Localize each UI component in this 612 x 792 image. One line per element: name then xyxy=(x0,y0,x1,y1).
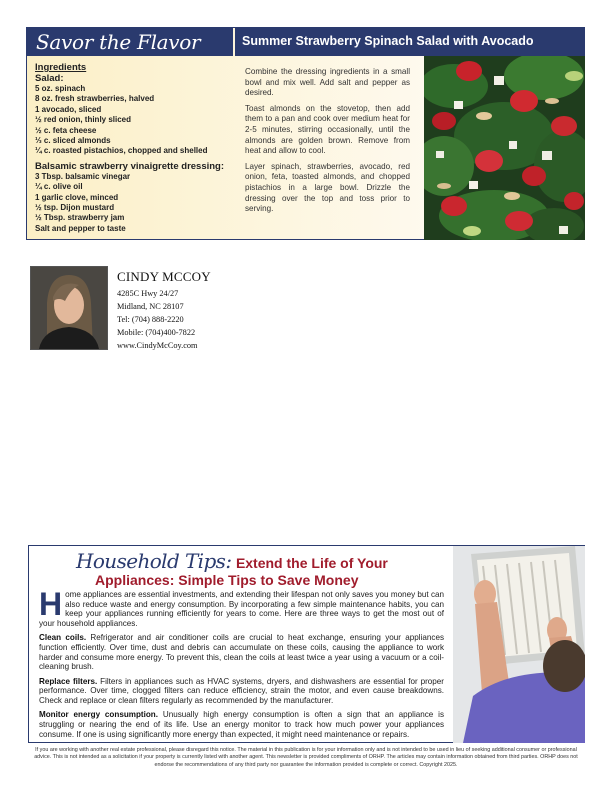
agent-contact xyxy=(117,269,211,352)
ingredient-item: ½ Tbsp. strawberry jam xyxy=(35,213,125,223)
ingredients-heading: Ingredients xyxy=(35,62,87,73)
ingredient-item: Salt and pepper to taste xyxy=(35,223,126,233)
agent-phone: Tel: (704) 888-2220 xyxy=(117,315,184,324)
drop-cap: H xyxy=(39,586,63,622)
recipe-section-header xyxy=(27,28,233,56)
ingredient-item: 1 avocado, sliced xyxy=(35,104,102,114)
tips-intro xyxy=(39,586,444,629)
tip-item xyxy=(39,633,444,672)
ingredient-item: ½ tsp. Dijon mustard xyxy=(35,203,115,213)
agent-mobile: Mobile: (704)400-7822 xyxy=(117,328,196,337)
ingredient-item: ½ c. feta cheese xyxy=(35,125,97,135)
ingredients-list xyxy=(35,62,235,234)
agent-address-line-2: Midland, NC 28107 xyxy=(117,302,184,311)
agent-address-line-1: 4285C Hwy 24/27 xyxy=(117,289,179,298)
tips-title-line-1: Extend the Life of Your xyxy=(235,555,388,571)
recipe-section xyxy=(26,27,585,240)
direction-step: Layer spinach, strawberries, avocado, red onion, feta, toasted almonds, and chopped pistachios in a large bowl. Drizzle the dressing over the top and toss prior to serving. xyxy=(245,161,410,214)
agent-photo xyxy=(30,266,108,350)
tips-title-script: Household Tips: xyxy=(76,549,232,573)
household-tips-section xyxy=(28,545,585,743)
recipe-directions xyxy=(245,67,410,220)
tip-item xyxy=(39,677,444,706)
tips-intro-text: ome appliances are essential investments, and extending their lifespan not only saves you money but can also reduce waste and energy consumption. By incorporating a few simple maintenance habits, you can keep your appliances running efficiently for years to come. Here are three ways to get the most out of your household appliances. xyxy=(39,590,444,629)
ingredient-item: ¼ c. olive oil xyxy=(35,182,83,192)
ingredient-item: ½ red onion, thinly sliced xyxy=(35,115,132,125)
tip-text: Refrigerator and air conditioner coils are crucial to heat exchange, ensuring your appliances function efficiently. Over time, dust and debris can accumulate on these coils, causing the appliance to work harder and consume more energy. To prevent this, clean the coils at least twice a year using a vacuum or a coil-cleaning brush. xyxy=(39,633,444,672)
ingredient-item: 1 garlic clove, minced xyxy=(35,192,119,202)
ingredient-item: 3 Tbsp. balsamic vinegar xyxy=(35,171,131,181)
agent-name: CINDY MCCOY xyxy=(117,269,211,284)
dressing-heading: Balsamic strawberry vinaigrette dressing: xyxy=(35,160,225,172)
agent-website[interactable]: www.CindyMcCoy.com xyxy=(117,341,198,350)
direction-step: Toast almonds on the stovetop, then add them to a pan and cook over medium heat for 2-5 minutes, stirring occasionally, until the almonds are golden brown. Remove from heat and allow to cool. xyxy=(245,103,410,156)
tips-body xyxy=(39,586,445,744)
tips-title xyxy=(76,549,388,573)
ingredient-item: 8 oz. fresh strawberries, halved xyxy=(35,94,155,104)
recipe-title-bar xyxy=(235,28,584,56)
air-filter-photo xyxy=(453,546,585,743)
ingredient-item: 5 oz. spinach xyxy=(35,84,86,93)
direction-step: Combine the dressing ingredients in a small bowl and mix well. Add salt and pepper as desired. xyxy=(245,67,410,98)
tips-title-line-2: Appliances: Simple Tips to Save Money xyxy=(95,572,359,588)
recipe-title: Summer Strawberry Spinach Salad with Avocado xyxy=(242,34,534,48)
ingredient-item: ¼ c. roasted pistachios, chopped and shelled xyxy=(35,146,208,156)
salad-heading: Salad: xyxy=(35,73,64,84)
tip-text: Filters in appliances such as HVAC systems, dryers, and dishwashers are essential for proper performance. Over time, clogged filters can reduce efficiency, strain the motor, and even cause breakdowns. Check and replace or clean filters regularly as recommended by the manufacturer. xyxy=(39,676,444,706)
salad-photo xyxy=(424,56,585,240)
tip-heading: Monitor energy consumption. xyxy=(39,710,158,720)
ingredient-item: ⅓ c. sliced almonds xyxy=(35,136,111,146)
tip-text: Unusually high energy consumption is often a sign that an appliance is struggling or nearing the end of its life. Use an energy monitor to track how much power your appliances consume. If one is using significantly more energy than expected, it might need maintenance or repairs. xyxy=(39,710,445,739)
tip-heading: Clean coils. xyxy=(39,633,87,643)
tip-heading: Replace filters. xyxy=(39,676,98,686)
legal-disclaimer: If you are working with another real estate professional, please disregard this notice. The material in this publication is for your information only and is not intended to be used in lieu of seeking additional consumer or professional advice. This is not intended as a solicitation if your property is currently listed with another agent. This newsletter is provided compliments of ORHP. The articles may contain information obtained from third parties. ORHP does not endorse the recommendations of any third party nor guarantee the information provided is complete or correct. Copyright 2025. xyxy=(34,747,578,768)
tip-item xyxy=(39,710,444,739)
section-title: Savor the Flavor xyxy=(36,30,201,54)
